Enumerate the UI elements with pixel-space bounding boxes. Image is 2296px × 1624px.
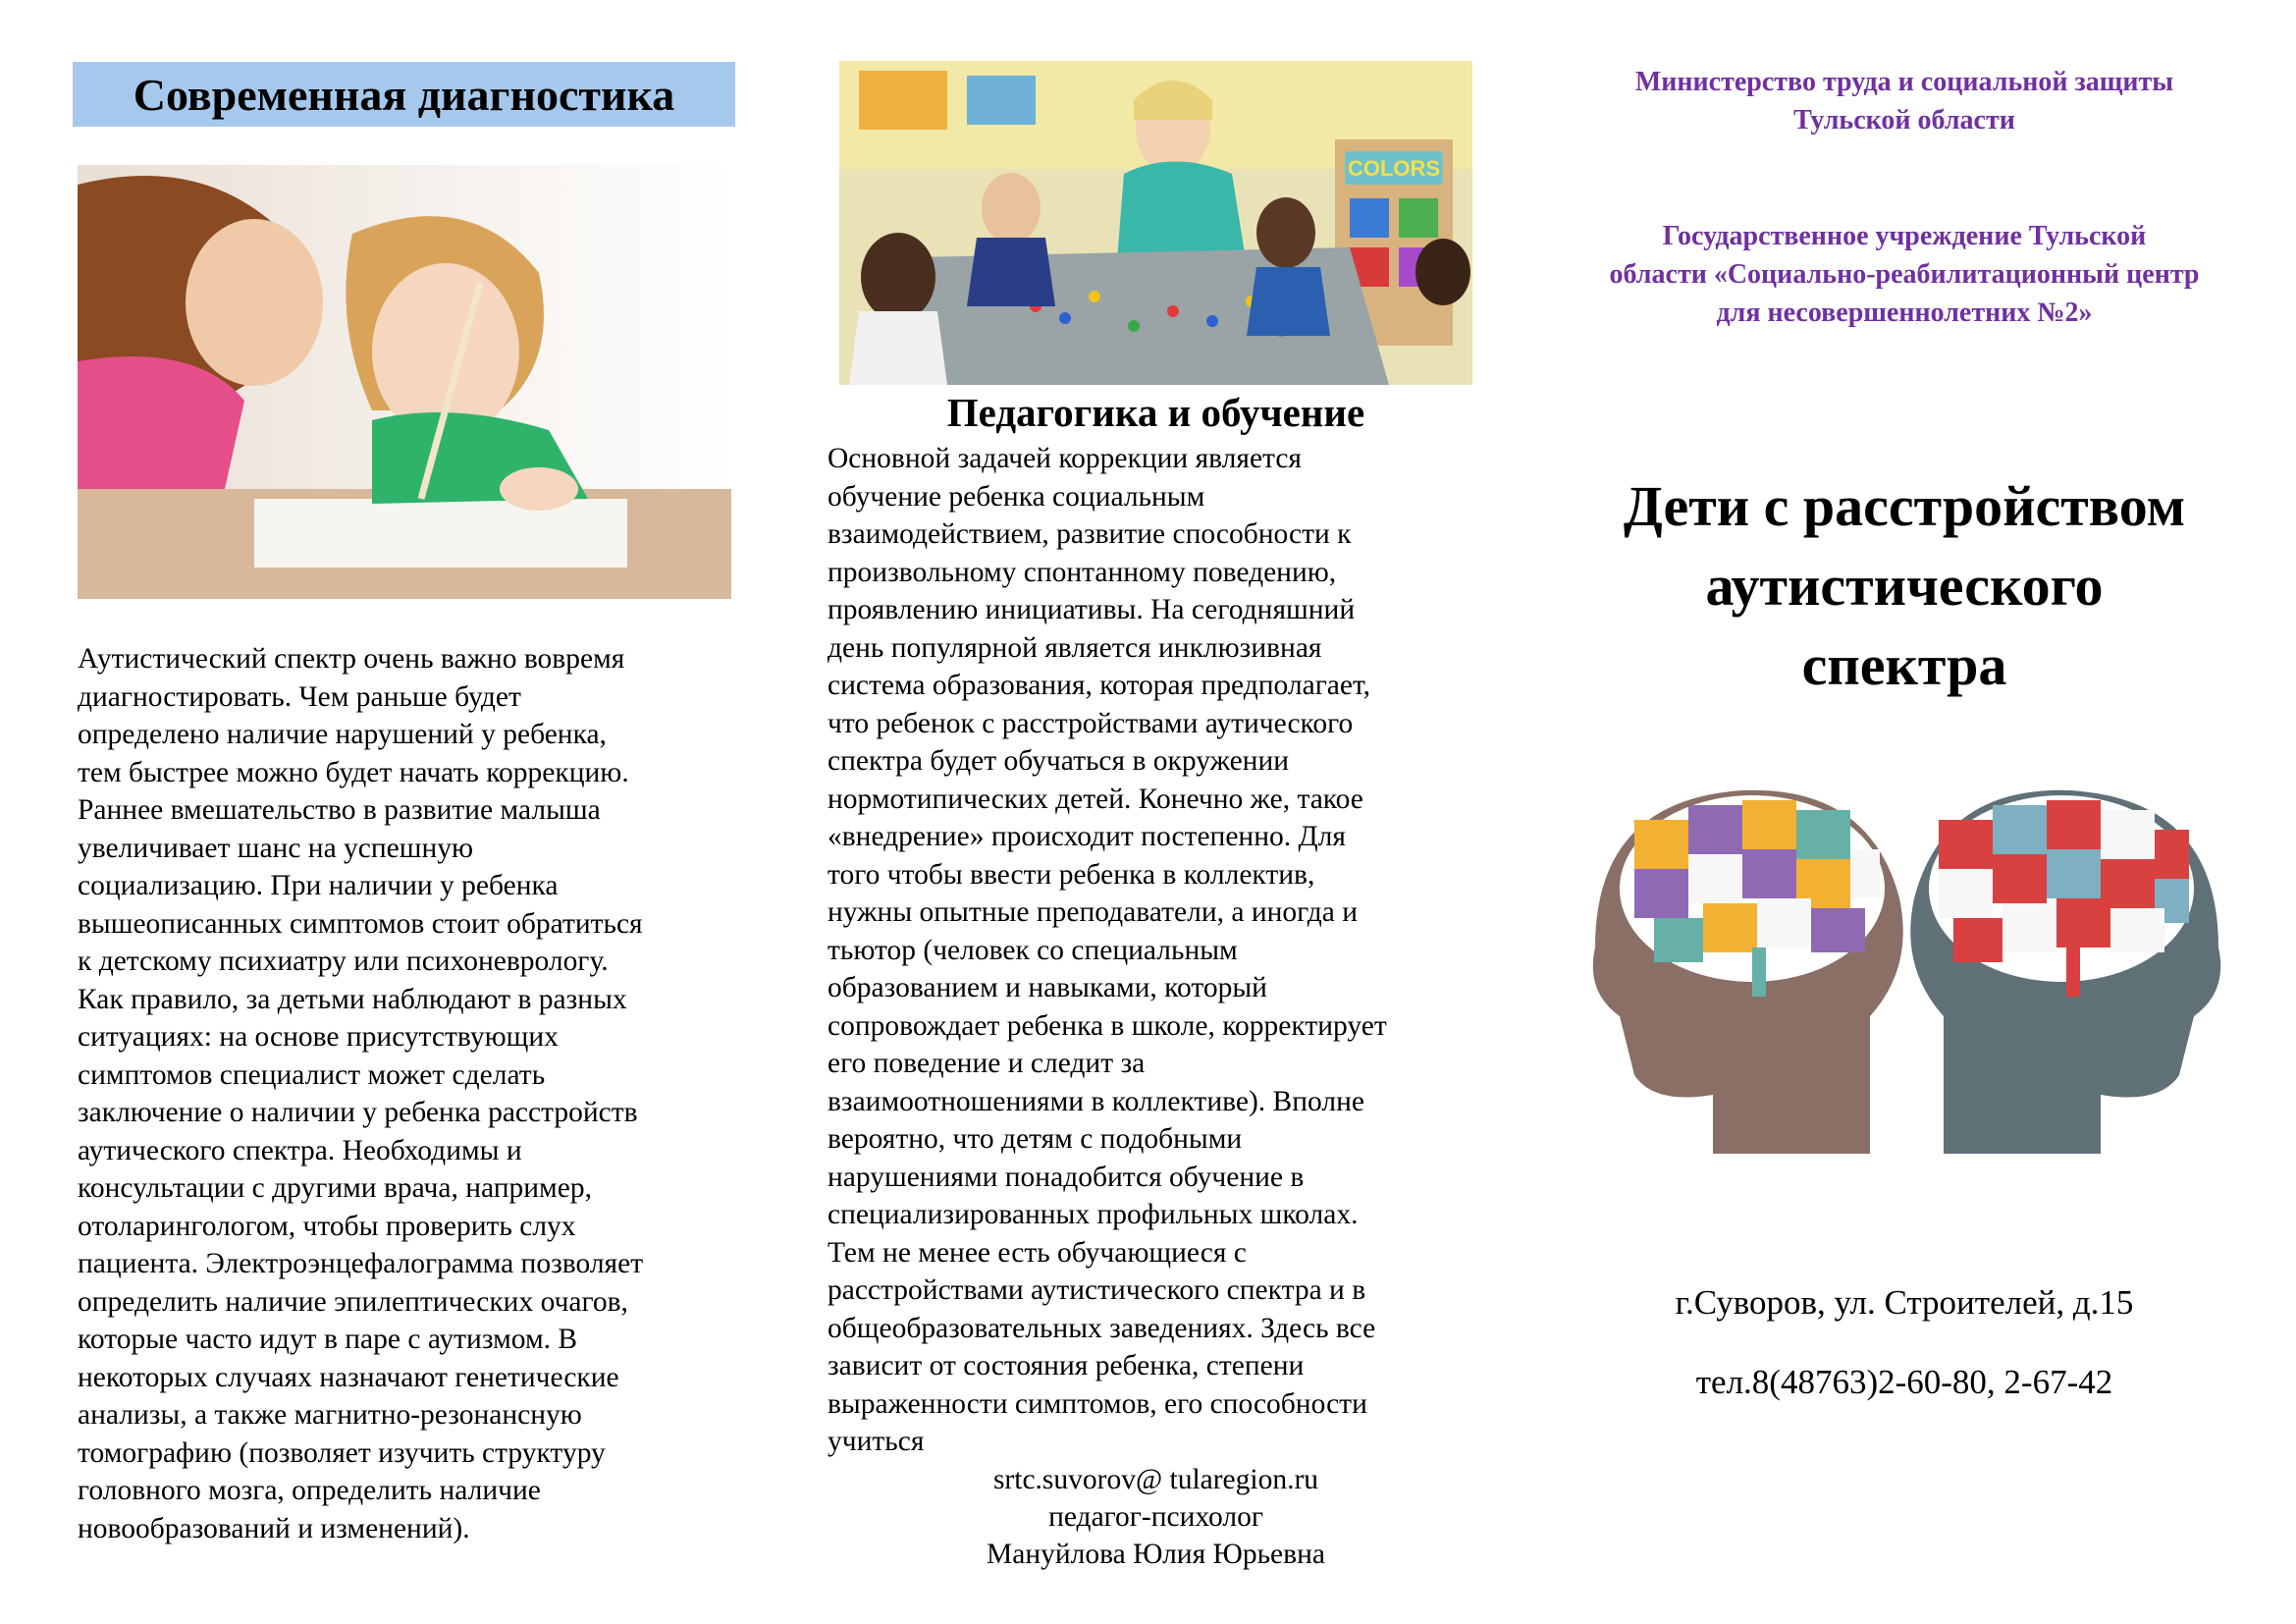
institution-name: Государственное учреждение Тульской области «Социально-реабилитационный центр для несовершеннолетних №2»	[1609, 221, 2200, 328]
diagnostics-text: Аутистический спектр очень важно вовремя диагностировать. Чем раньше будет определено наличие нарушений у ребенка, тем быстрее можно будет начать коррекцию. Раннее вмешательство в развитие малыша увеличивает шанс на успешную социализацию. При наличии у ребенка вышеописанных симптомов стоит обратиться к детскому психиатру или психоневрологу. Как правило, за детьми наблюдают в разных ситуациях: на основе присутствующих симптомов специалист может сделать заключение о наличии у ребенка расстройств аутического спектра. Необходимы и консультации с другими врача, например, отоларингологом, чтобы проверить слух пациента. Электроэнцефалограмма позволяет определить наличие эпилептических очагов, которые часто идут в паре с аутизмом. В некоторых случаях назначают генетические анализы, а также магнитно-резонансную томографию (позволяет изучить структуру головного мозга, определить наличие новообразований и изменений).	[78, 643, 644, 1544]
contact-email[interactable]: srtc.suvorov@ tularegion.ru	[992, 1464, 1319, 1495]
classroom-photo	[839, 61, 1472, 385]
diagnostics-heading: Современная диагностика	[73, 62, 735, 127]
contact-role: педагог-психолог	[1048, 1501, 1263, 1533]
mother-child-drawing-photo	[78, 165, 731, 599]
left-brain-puzzle	[1634, 800, 1880, 962]
colors-sign-text: COLORS	[1347, 156, 1441, 181]
pedagogy-text: Основной задачей коррекции является обучение ребенка социальным взаимодействием, развитие способности к произвольному спонтанному поведению, проявлению инициативы. На сегодняшний день популярной является инклюзивная система образования, которая предполагает, что ребенок с расстройствами аутического спектра будет обучаться в окружении нормотипических детей. Конечно же, такое «внедрение» происходит постепенно. Для того чтобы ввести ребенка в коллектив, нужны опытные преподаватели, а иногда и тьютор (человек со специальным образованием и навыками, который сопровождает ребенка в школе, корректирует его поведение и следит за взаимоотношениями в коллективе). Вполне вероятно, что детям с подобными нарушениями понадобится обучение в специализированных профильных школах. Тем не менее есть обучающиеся с расстройствами аутистического спектра и в общеобразовательных заведениях. Здесь все зависит от состояния ребенка, степени выраженности симптомов, его способности учиться	[828, 443, 1387, 1457]
contact-person: Мануйлова Юлия Юрьевна	[987, 1539, 1325, 1570]
ministry-name: Министерство труда и социальной защиты Тульской области	[1634, 67, 2174, 135]
brochure-title: Дети с расстройством аутистического спектра	[1623, 474, 2186, 697]
right-brain-puzzle	[1939, 800, 2189, 962]
puzzle-brain-heads-illustration	[1575, 781, 2238, 1154]
phone[interactable]: тел.8(48763)2-60-80, 2-67-42	[1695, 1363, 2113, 1401]
pedagogy-heading: Педагогика и обучение	[946, 390, 1365, 435]
address: г.Суворов, ул. Строителей, д.15	[1675, 1283, 2134, 1322]
